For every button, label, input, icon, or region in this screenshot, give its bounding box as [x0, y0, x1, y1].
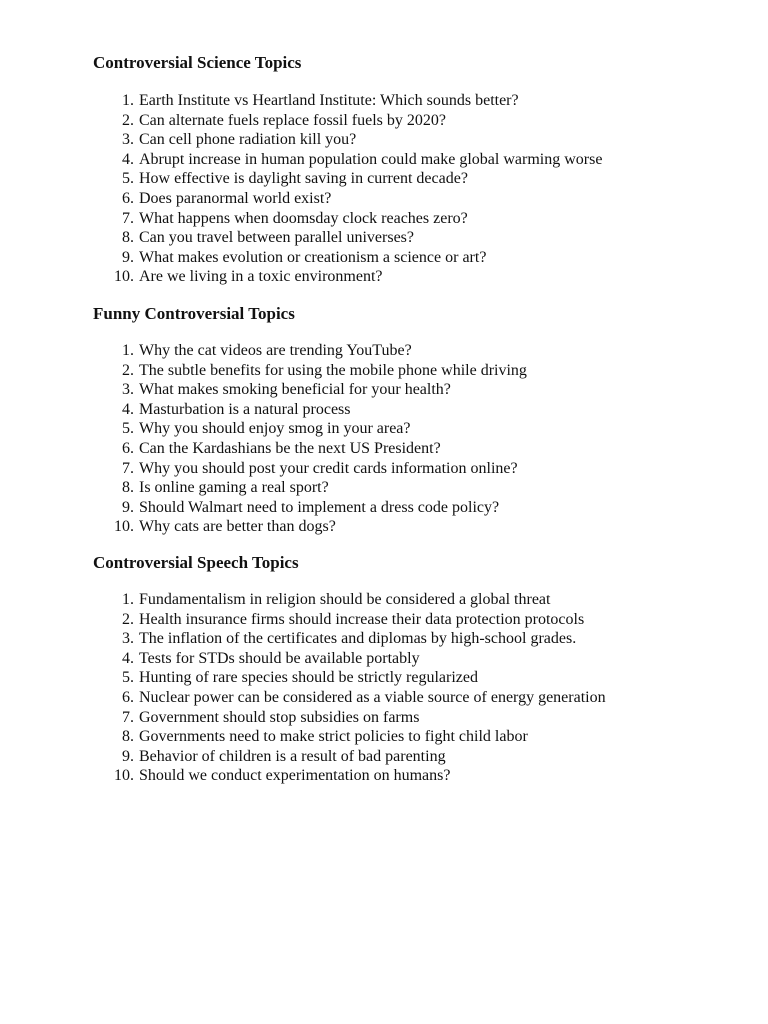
item-number: 8.: [122, 479, 134, 497]
item-text: How effective is daylight saving in current decade?: [139, 170, 468, 188]
item-number: 4.: [122, 150, 134, 168]
item-number: 1.: [122, 591, 134, 608]
item-number: 4.: [122, 400, 134, 418]
item-text: What happens when doomsday clock reaches zero?: [139, 209, 468, 227]
item-text: Nuclear power can be considered as a viable source of energy generation: [139, 688, 606, 706]
item-text: Is online gaming a real sport?: [139, 479, 329, 497]
item-text: Hunting of rare species should be strictly regularized: [139, 669, 478, 687]
item-text: Can cell phone radiation kill you?: [139, 131, 357, 149]
item-text: Behavior of children is a result of bad parenting: [139, 747, 446, 765]
item-number: 3.: [122, 131, 134, 149]
item-text: What makes smoking beneficial for your health?: [139, 381, 451, 399]
item-text: Tests for STDs should be available portably: [139, 649, 420, 667]
item-text: Government should stop subsidies on farms: [139, 708, 420, 726]
item-number: 6.: [122, 688, 134, 706]
item-number: 2.: [122, 111, 134, 129]
item-number: 2.: [122, 610, 134, 628]
item-text: Should we conduct experimentation on humans?: [139, 767, 451, 785]
item-number: 9.: [122, 498, 134, 516]
item-number: 8.: [122, 229, 134, 247]
item-number: 7.: [122, 209, 134, 227]
item-number: 2.: [122, 361, 134, 379]
item-text: The subtle benefits for using the mobile phone while driving: [139, 361, 527, 379]
item-text: The inflation of the certificates and diplomas by high-school grades.: [139, 630, 577, 648]
item-text: Fundamentalism in religion should be considered a global threat: [139, 591, 551, 608]
item-text: Health insurance firms should increase their data protection protocols: [139, 610, 585, 628]
section-heading-science: Controversial Science Topics: [93, 53, 302, 72]
item-text: Abrupt increase in human population could make global warming worse: [139, 150, 603, 168]
item-text: Can you travel between parallel universes?: [139, 229, 414, 247]
item-text: Should Walmart need to implement a dress code policy?: [139, 498, 500, 516]
item-text: Are we living in a toxic environment?: [139, 268, 383, 286]
item-text: Governments need to make strict policies to fight child labor: [139, 728, 528, 746]
item-number: 5.: [122, 669, 134, 687]
item-text: Why you should post your credit cards information online?: [139, 459, 518, 477]
item-text: Can alternate fuels replace fossil fuels by 2020?: [139, 111, 446, 129]
item-number: 9.: [122, 248, 134, 266]
section-heading-speech: Controversial Speech Topics: [93, 553, 299, 572]
item-number: 9.: [122, 747, 134, 765]
section-heading-funny: Funny Controversial Topics: [93, 304, 295, 323]
item-text: Can the Kardashians be the next US President?: [139, 439, 441, 457]
item-number: 3.: [122, 630, 134, 648]
item-text: Earth Institute vs Heartland Institute: Which sounds better?: [139, 92, 519, 109]
item-number: 10.: [114, 268, 134, 286]
item-number: 7.: [122, 459, 134, 477]
item-number: 1.: [122, 92, 134, 109]
item-number: 5.: [122, 170, 134, 188]
item-text: Why cats are better than dogs?: [139, 518, 336, 536]
item-number: 4.: [122, 649, 134, 667]
item-number: 5.: [122, 420, 134, 438]
item-number: 10.: [114, 767, 134, 785]
item-number: 8.: [122, 728, 134, 746]
item-number: 6.: [122, 189, 134, 207]
item-text: Does paranormal world exist?: [139, 189, 332, 207]
item-text: What makes evolution or creationism a science or art?: [139, 248, 487, 266]
item-number: 10.: [114, 518, 134, 536]
item-number: 1.: [122, 342, 134, 359]
item-text: Masturbation is a natural process: [139, 400, 351, 418]
item-number: 3.: [122, 381, 134, 399]
item-number: 6.: [122, 439, 134, 457]
item-number: 7.: [122, 708, 134, 726]
item-text: Why you should enjoy smog in your area?: [139, 420, 411, 438]
item-text: Why the cat videos are trending YouTube?: [139, 342, 412, 359]
